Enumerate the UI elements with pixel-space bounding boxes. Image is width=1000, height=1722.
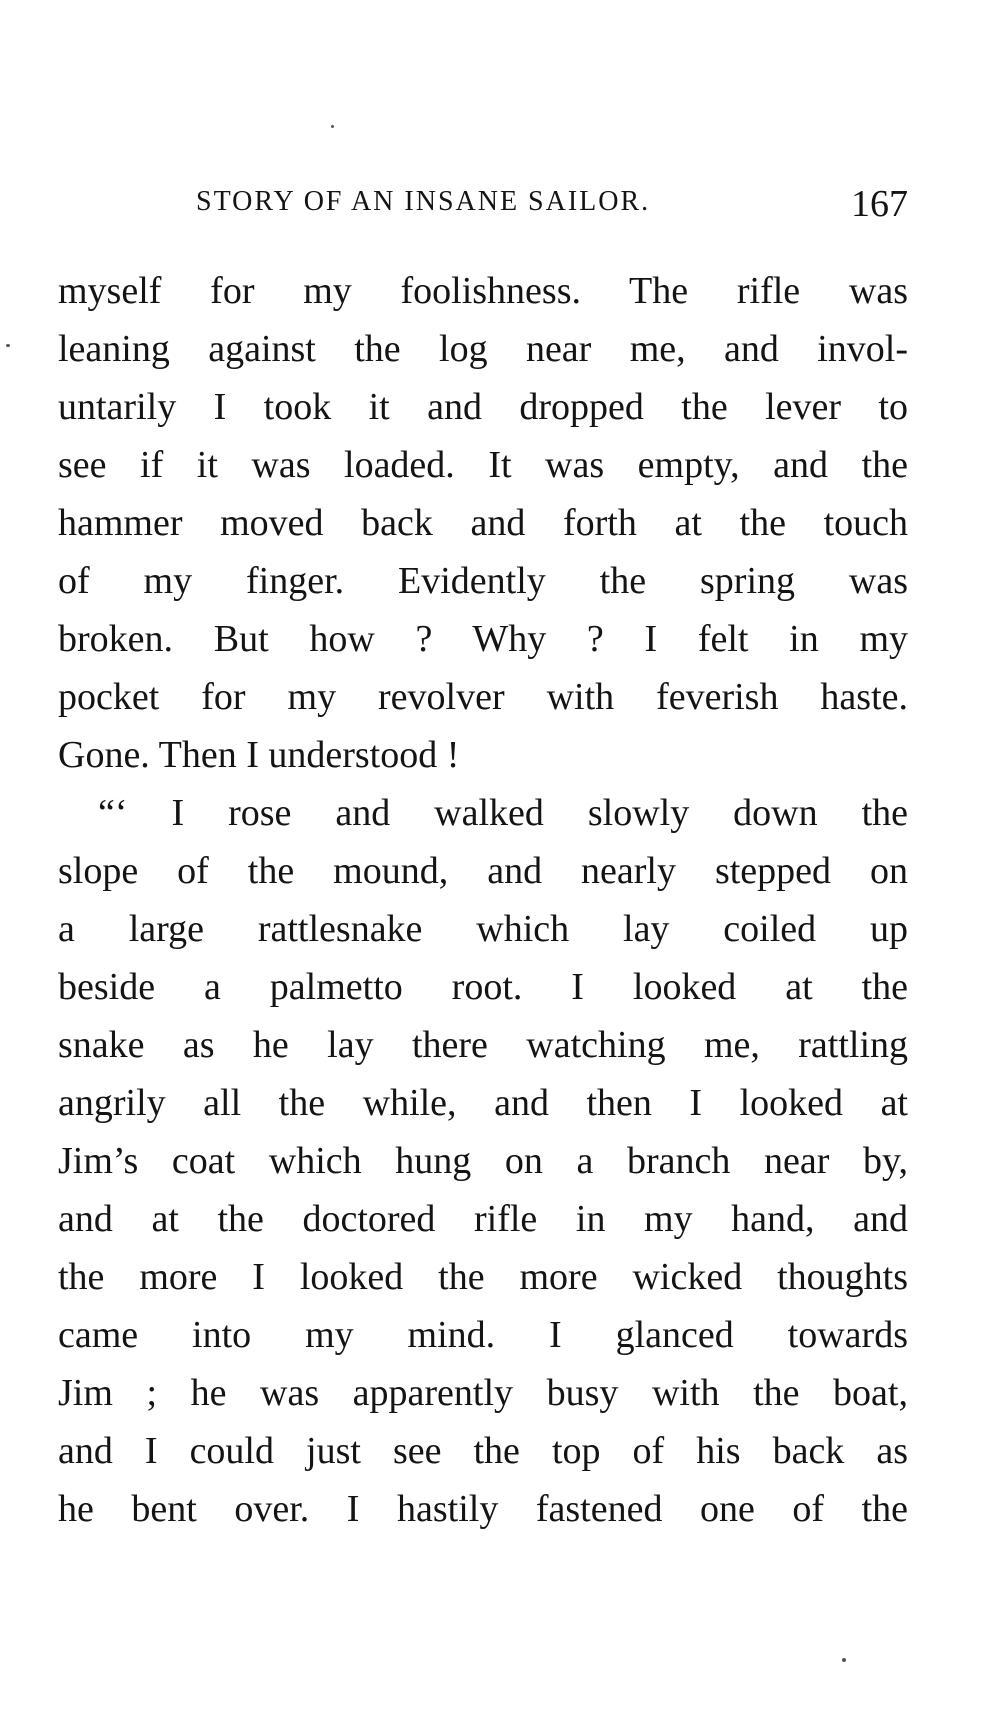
- text-line: beside a palmetto root. I looked at the: [58, 966, 908, 1008]
- page-header: [196, 183, 908, 236]
- text-line: slope of the mound, and nearly stepped on: [58, 850, 908, 892]
- text-line: hammer moved back and forth at the touch: [58, 502, 908, 544]
- text-line: snake as he lay there watching me, rattling: [58, 1024, 908, 1066]
- text-line: leaning against the log near me, and invol-: [58, 328, 908, 370]
- text-line: broken. But how ? Why ? I felt in my: [58, 618, 908, 660]
- text-line: untarily I took it and dropped the lever to: [58, 386, 908, 428]
- text-line: and at the doctored rifle in my hand, and: [58, 1198, 908, 1240]
- scan-speck: [6, 344, 10, 347]
- text-line: Gone. Then I understood !: [58, 734, 460, 776]
- paragraph: [58, 262, 908, 784]
- page-number: 167: [851, 183, 908, 225]
- text-line: angrily all the while, and then I looked at: [58, 1082, 908, 1124]
- text-line: “‘ I rose and walked slowly down the: [98, 792, 908, 834]
- text-line: he bent over. I hastily fastened one of the: [58, 1488, 908, 1530]
- scan-speck: [842, 1658, 846, 1662]
- paragraph: [58, 784, 908, 1538]
- text-line: see if it was loaded. It was empty, and the: [58, 444, 908, 486]
- text-line: myself for my foolishness. The rifle was: [58, 270, 908, 312]
- text-line: Jim’s coat which hung on a branch near by,: [58, 1140, 908, 1182]
- text-line: and I could just see the top of his back as: [58, 1430, 908, 1472]
- text-line: came into my mind. I glanced towards: [58, 1314, 908, 1356]
- text-line: pocket for my revolver with feverish haste.: [58, 676, 908, 718]
- running-head: STORY OF AN INSANE SAILOR.: [196, 186, 651, 217]
- body-text: [58, 262, 908, 1538]
- text-line: of my finger. Evidently the spring was: [58, 560, 908, 602]
- text-line: Jim ; he was apparently busy with the boat,: [58, 1372, 908, 1414]
- text-line: a large rattlesnake which lay coiled up: [58, 908, 908, 950]
- text-line: the more I looked the more wicked thoughts: [58, 1256, 908, 1298]
- scan-speck: [331, 125, 334, 128]
